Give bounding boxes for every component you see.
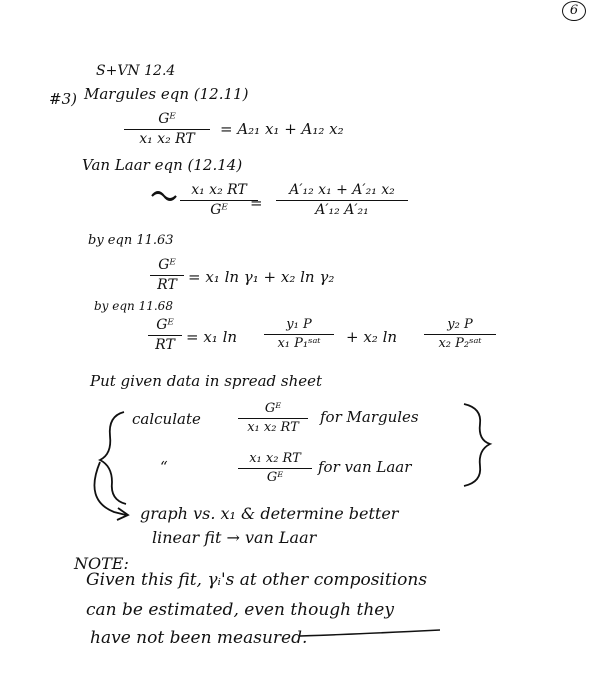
- left-brace: [100, 412, 126, 504]
- graph-instruction: graph vs. x₁ & determine better: [140, 504, 399, 523]
- fraction-bar: [238, 418, 308, 419]
- eqn-1168-plus: + x₂ ln: [346, 328, 398, 346]
- vanlaar-lhs-numerator: x₁ x₂ RT: [191, 182, 247, 198]
- eqn-1163-numerator: Gᴱ: [158, 257, 176, 273]
- vanlaar-calc-fraction: [238, 452, 312, 484]
- eqn-1163-rhs: = x₁ ln γ₁ + x₂ ln γ₂: [188, 268, 335, 286]
- fraction-bar: [238, 468, 312, 469]
- margules-denominator: x₁ x₂ RT: [139, 130, 195, 147]
- margules-calc-numerator: Gᴱ: [264, 401, 282, 416]
- note-line-3: have not been measured.: [90, 628, 308, 648]
- ditto-mark: “: [160, 458, 168, 476]
- note-label: NOTE:: [74, 554, 129, 573]
- eqn-1168-numerator: Gᴱ: [156, 317, 174, 333]
- eqn-1168-equals: = x₁ ln: [186, 328, 238, 346]
- margules-title: Margules eqn (12.11): [84, 85, 249, 103]
- note-line-1: Given this fit, γᵢ's at other compositions: [86, 570, 428, 590]
- vanlaar-calc-denominator: Gᴱ: [266, 469, 284, 485]
- for-margules: for Margules: [320, 408, 419, 426]
- vanlaar-rhs-denominator: A′₁₂ A′₂₁: [315, 201, 369, 218]
- eqn-1163-label: by eqn 11.63: [88, 233, 174, 248]
- margules-rhs: = A₂₁ x₁ + A₁₂ x₂: [220, 120, 344, 138]
- eqn-1168-label: by eqn 11.68: [94, 299, 173, 313]
- eqn-1163-denominator: RT: [157, 276, 177, 293]
- eqn-1168-term1-denominator: x₁ P₁ˢᵃᵗ: [277, 335, 321, 351]
- vanlaar-lhs-denominator: Gᴱ: [210, 201, 228, 218]
- for-vanlaar: for van Laar: [318, 458, 412, 476]
- vanlaar-equals: =: [250, 194, 263, 212]
- eqn-1168-term1-numerator: y₁ P: [286, 317, 312, 332]
- linear-fit-result: linear fit → van Laar: [152, 528, 317, 547]
- margules-calc-fraction: [238, 402, 308, 434]
- right-brace: [464, 404, 490, 486]
- eqn-1168-denominator: RT: [155, 336, 175, 353]
- measured-underline: [300, 630, 440, 636]
- problem-number: #3): [49, 90, 77, 108]
- vanlaar-rhs-numerator: A′₁₂ x₁ + A′₂₁ x₂: [289, 182, 395, 198]
- note-line-2: can be estimated, even though they: [86, 600, 394, 620]
- page-number: 6: [562, 1, 586, 21]
- eqn-1168-term2-numerator: y₂ P: [447, 317, 473, 332]
- vanlaar-title: Van Laar eqn (12.14): [82, 156, 243, 174]
- textbook-reference: S+VN 12.4: [96, 63, 176, 79]
- eqn-1168-term2-denominator: x₂ P₂ˢᵃᵗ: [438, 335, 482, 351]
- margules-calc-denominator: x₁ x₂ RT: [247, 419, 299, 435]
- calculate-label: calculate: [132, 410, 201, 428]
- spreadsheet-intro: Put given data in spread sheet: [90, 372, 323, 390]
- margules-numerator: Gᴱ: [158, 111, 176, 127]
- vanlaar-calc-numerator: x₁ x₂ RT: [249, 451, 301, 466]
